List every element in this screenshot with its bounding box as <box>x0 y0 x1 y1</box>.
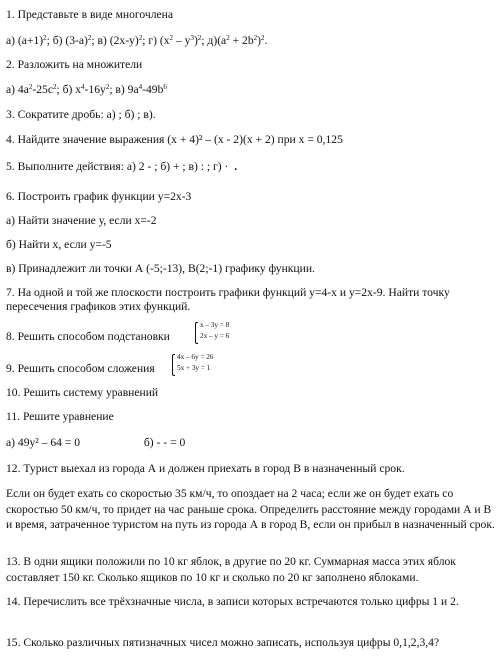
t1-d3: ) <box>193 34 198 47</box>
task-9-eq2: 5x + 3y = 1 <box>177 364 211 372</box>
t2-b: ; б) х <box>56 83 82 96</box>
t1-e-exp2: 2 <box>253 34 258 42</box>
t1-e-exp3: 2 <box>261 34 265 42</box>
task-8: 8. Решить способом подстановки <box>6 330 170 343</box>
t1-e3: ) <box>257 34 262 47</box>
t1-d-exp2: 3 <box>190 34 194 42</box>
t1-b-exp: 2 <box>87 34 92 42</box>
task-2-items <box>6 83 498 97</box>
task-1-title: 1. Представьте в виде многочлена <box>6 8 173 21</box>
t1-a: а) (а+1) <box>6 34 44 47</box>
task-12-body: Если он будет ехать со скоростью 35 км/ч, то опоздает на 2 часа; если же он будет ехать со скоростью 50 км/ч, то придет на час раньше срока. Определить расстояние между городами А и В и время, затраченное туристом на путь из города А в город В, если он прибыл в назначенный срок. <box>6 487 495 532</box>
t2-b-exp: 4 <box>81 83 85 91</box>
task-7: 7. На одной и той же плоскости построить графики функций у=4-х и у=2х-9. Найти точку пересечения графиков этих функций. <box>6 286 450 313</box>
task-9: 9. Решить способом сложения <box>6 362 155 375</box>
task-6-b: б) Найти х, если у=-5 <box>6 238 112 251</box>
task-4: 4. Найдите значение выражения (х + 4)² – (х - 2)(х + 2) при х = 0,125 <box>6 133 343 146</box>
t1-end: . <box>264 34 268 47</box>
t1-d2: – у <box>173 34 191 47</box>
task-6-a: а) Найти значение у, если х=-2 <box>6 214 157 227</box>
task-3: 3. Сократите дробь: а) ; б) ; в). <box>6 108 156 121</box>
t2-b2: -16у <box>84 83 106 96</box>
task-9-brace <box>172 354 175 376</box>
task-11-title: 11. Решите уравнение <box>6 410 114 423</box>
t1-e2: + 2b <box>229 34 254 47</box>
t1-d-exp1: 2 <box>169 34 174 42</box>
t2-c: ; в) 9а <box>109 83 139 96</box>
task-14: 14. Перечислить все трёхзначные числа, в записи которых встречаются только цифры 1 и 2. <box>6 595 459 608</box>
task-8-eq1: x – 3y = 8 <box>200 321 230 329</box>
task-10: 10. Решить систему уравнений <box>6 386 159 399</box>
task-6-c: в) Принадлежит ли точки А (-5;-13), В(2;-1) графику функции. <box>6 262 315 275</box>
task-8-brace <box>195 322 198 344</box>
task-1-items <box>6 34 498 48</box>
t1-b: ; б) (3-а) <box>46 34 88 47</box>
task-13: 13. В одни ящики положили по 10 кг яблок, в другие по 20 кг. Суммарная масса этих яблок составляет 150 кг. Сколько ящиков по 10 кг и сколько по 20 кг заполнено яблоками. <box>6 555 456 584</box>
task-5-dot: . <box>234 160 238 173</box>
t1-d: ; г) (х <box>142 34 170 47</box>
task-9-eq1: 4x – 6y = 26 <box>177 353 214 361</box>
t2-a2: -25с <box>32 83 53 96</box>
task-11-b: б) - - = 0 <box>143 436 186 449</box>
task-11-a: а) 49у² – 64 = 0 <box>6 436 81 449</box>
task-11-items <box>6 436 498 450</box>
t2-a: а) 4а <box>6 83 29 96</box>
t1-c: ; в) (2х-у) <box>91 34 139 47</box>
task-5 <box>6 160 498 174</box>
t2-c-exp: 4 <box>138 83 143 91</box>
task-12-title: 12. Турист выехал из города А и должен приехать в город В в назначенный срок. <box>6 462 405 475</box>
t2-a-exp: 2 <box>28 83 33 91</box>
t1-e: ; д)(а <box>201 34 227 47</box>
task-2-title: 2. Разложить на множители <box>6 58 143 71</box>
t2-c2: -49b <box>142 83 164 96</box>
t1-c-exp: 2 <box>138 34 143 42</box>
t2-b2-exp: 2 <box>105 83 110 91</box>
t2-c2-exp: 6 <box>163 83 167 91</box>
task-5-text: 5. Выполните действия: а) 2 - ; б) + ; в) : ; г) · <box>6 160 229 173</box>
t2-a2-exp: 2 <box>52 83 57 91</box>
t1-e-exp1: 2 <box>226 34 230 42</box>
t1-d-exp3: 2 <box>197 34 202 42</box>
task-6-title: 6. Построить график функции у=2х-3 <box>6 190 192 203</box>
task-8-eq2: 2x – y = 6 <box>200 332 230 340</box>
task-15: 15. Сколько различных пятизначных чисел можно записать, используя цифры 0,1,2,3,4? <box>6 636 440 649</box>
t1-a-exp: 2 <box>43 34 47 42</box>
